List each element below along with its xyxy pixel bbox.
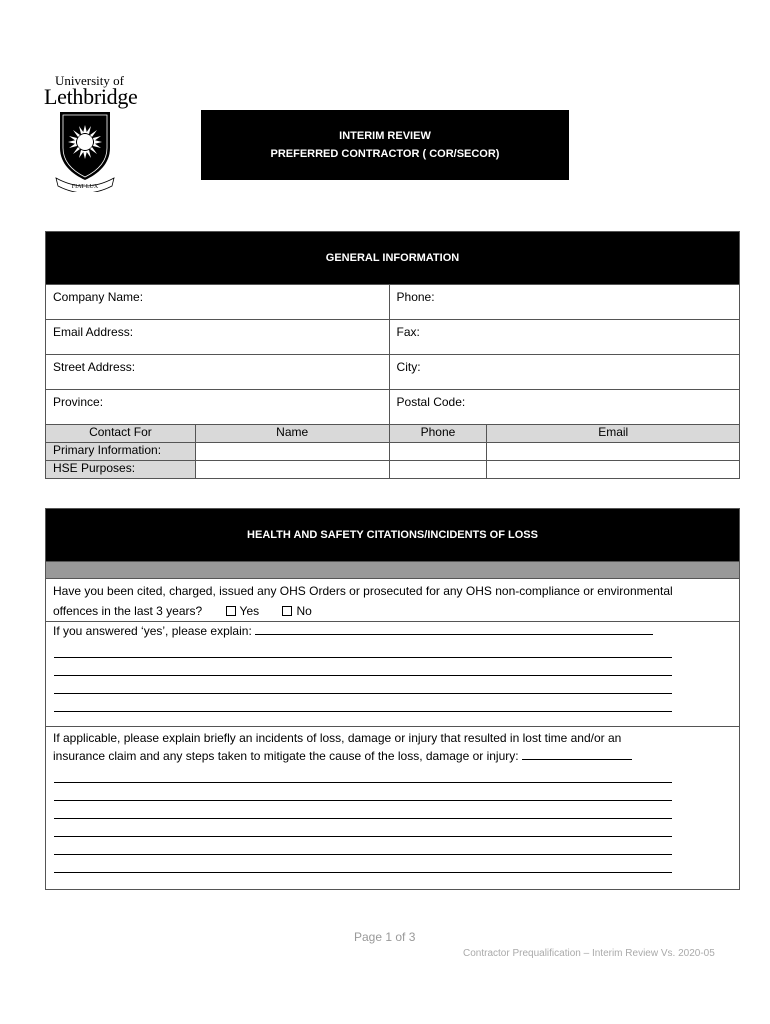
incidents-line[interactable] [54,836,672,837]
primary-phone-cell[interactable] [389,443,487,461]
yes-checkbox[interactable] [226,606,236,616]
no-label: No [296,604,312,618]
province-label: Province: [53,395,104,409]
explain-line[interactable] [54,711,672,712]
gray-divider-row [46,562,740,579]
street-address-label: Street Address: [53,360,136,374]
email-address-label: Email Address: [53,325,134,339]
phone-label: Phone: [396,290,435,304]
company-name-label: Company Name: [53,290,144,304]
incidents-line[interactable] [54,782,672,783]
hse-name-cell[interactable] [195,461,389,479]
street-address-field[interactable] [46,355,390,390]
incidents-line[interactable] [54,872,672,873]
explain-line[interactable] [54,675,672,676]
company-name-field[interactable] [46,285,390,320]
explain-line[interactable] [54,693,672,694]
citations-question-line-2: offences in the last 3 years? [53,604,203,618]
citations-question-line-1: Have you been cited, charged, issued any OHS Orders or prosecuted for any OHS non-compliance or environmental [53,584,673,598]
primary-email-cell[interactable] [487,443,740,461]
document-version: Contractor Prequalification – Interim Review Vs. 2020-05 [463,948,715,959]
svg-text:FIAT LUX: FIAT LUX [71,184,99,190]
title-line-1: INTERIM REVIEW [339,130,431,142]
incidents-section [46,727,740,890]
city-label: City: [396,360,421,374]
table-row [46,461,740,479]
postal-code-field[interactable] [389,390,739,425]
university-crest-icon [52,108,118,192]
incidents-line[interactable] [54,800,672,801]
incidents-question-line-1: If applicable, please explain briefly an incidents of loss, damage or injury that resulted in lost time and/or an [53,731,622,745]
column-header-email: Email [487,425,740,443]
title-line-2: PREFERRED CONTRACTOR ( COR/SECOR) [270,148,500,160]
email-address-field[interactable] [46,320,390,355]
primary-name-cell[interactable] [195,443,389,461]
hse-phone-cell[interactable] [389,461,487,479]
general-information-table [45,231,740,479]
no-checkbox[interactable] [282,606,292,616]
explain-input-line[interactable] [255,634,653,635]
page-number: Page 1 of 3 [354,930,416,944]
hse-email-cell[interactable] [487,461,740,479]
explain-line[interactable] [54,657,672,658]
general-information-header: GENERAL INFORMATION [46,232,740,285]
city-field[interactable] [389,355,739,390]
health-safety-table [45,508,740,890]
citations-question [46,579,740,622]
postal-code-label: Postal Code: [396,395,466,409]
explain-section [46,622,740,727]
incidents-question-line-2: insurance claim and any steps taken to mitigate the cause of the loss, damage or injury: [53,749,519,763]
yes-label: Yes [239,604,260,618]
column-header-name: Name [195,425,389,443]
phone-field[interactable] [389,285,739,320]
table-row [46,443,740,461]
fax-label: Fax: [396,325,420,339]
column-header-contact-for: Contact For [46,425,196,443]
incidents-line[interactable] [54,818,672,819]
incidents-input-line[interactable] [522,759,632,760]
document-title-box [201,110,569,180]
health-safety-header: HEALTH AND SAFETY CITATIONS/INCIDENTS OF LOSS [46,509,740,562]
province-field[interactable] [46,390,390,425]
logo-university-of: University of [55,73,124,88]
column-header-phone: Phone [389,425,487,443]
contact-row-label: Primary Information: [46,443,196,461]
explain-label: If you answered ‘yes’, please explain: [53,624,252,638]
logo-lethbridge: Lethbridge [44,84,138,109]
fax-field[interactable] [389,320,739,355]
incidents-line[interactable] [54,854,672,855]
contact-row-label: HSE Purposes: [46,461,196,479]
